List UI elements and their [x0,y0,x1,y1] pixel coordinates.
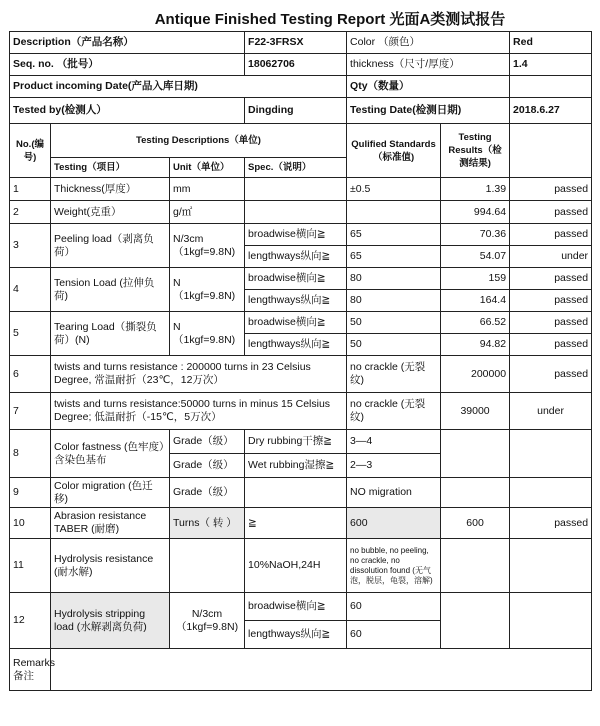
row-no: 8 [10,430,51,478]
row-no: 2 [10,201,51,224]
row-no: 10 [10,508,51,539]
row-name: twists and turns resistance:50000 turns in minus 15 Celsius Degree; 低温耐折（-15℃，5万次） [51,393,347,430]
row-status: passed [510,508,592,539]
header-spec: Spec.（说明） [245,158,347,178]
table-row [10,593,592,621]
row-spec: broadwise横向≧ [245,268,347,290]
row-unit: Grade（级） [170,478,245,508]
table-row [10,393,592,430]
table-row [10,268,592,290]
row-spec [245,178,347,201]
row-standard: 65 [347,224,441,246]
remarks-value [51,649,592,691]
row-unit: N/3cm （1kgf=9.8N) [170,224,245,268]
row-unit: mm [170,178,245,201]
row-status: passed [510,201,592,224]
row-result [441,539,510,593]
row-result: 94.82 [441,334,510,356]
row-standard: 80 [347,268,441,290]
row-status [510,593,592,649]
incoming-label: Product incoming Date(产品入库日期) [10,76,347,98]
row-result: 200000 [441,356,510,393]
row-standard: 60 [347,593,441,621]
row-name: Color migration (色迁移) [51,478,170,508]
row-no: 1 [10,178,51,201]
row-status: passed [510,178,592,201]
row-status [510,539,592,593]
row-status [510,430,592,478]
row-result: 54.07 [441,246,510,268]
row-standard: ±0.5 [347,178,441,201]
info-row-incoming [10,76,592,98]
row-standard: 80 [347,290,441,312]
row-result: 600 [441,508,510,539]
row-name: Tearing Load（撕裂负荷）(N) [51,312,170,356]
row-no: 12 [10,593,51,649]
description-value: F22-3FRSX [245,32,347,54]
row-unit: N/3cm （1kgf=9.8N) [170,593,245,649]
row-name: Thickness(厚度） [51,178,170,201]
row-status: passed [510,224,592,246]
row-spec [245,478,347,508]
row-standard: 50 [347,312,441,334]
row-no: 9 [10,478,51,508]
row-result: 66.52 [441,312,510,334]
row-spec: 10%NaOH,24H [245,539,347,593]
tested-by-label: Tested by(检测人） [10,98,245,124]
row-spec: Dry rubbing干擦≧ [245,430,347,454]
header-testing-descriptions: Testing Descriptions（单位) [51,124,347,158]
row-status: passed [510,312,592,334]
row-name: Hydrolysis stripping load (水解剥离负荷) [51,593,170,649]
table-row [10,508,592,539]
header-unit: Unit（单位） [170,158,245,178]
table-row [10,430,592,454]
row-spec: Wet rubbing湿擦≧ [245,454,347,478]
row-no: 4 [10,268,51,312]
row-result: 70.36 [441,224,510,246]
row-standard: NO migration [347,478,441,508]
row-standard: 65 [347,246,441,268]
row-no: 6 [10,356,51,393]
remarks-label: Remarks 备注 [10,649,51,691]
row-spec: lengthways纵向≧ [245,290,347,312]
row-spec: lengthways纵向≧ [245,621,347,649]
table-row [10,478,592,508]
row-no: 5 [10,312,51,356]
row-spec: broadwise横向≧ [245,312,347,334]
row-unit [170,539,245,593]
row-result: 39000 [441,393,510,430]
table-row [10,201,592,224]
row-result: 164.4 [441,290,510,312]
row-spec: lengthways纵向≧ [245,246,347,268]
row-name: Hydrolysis resistance (耐水解) [51,539,170,593]
row-status: passed [510,334,592,356]
qty-value [510,76,592,98]
row-standard: no bubble, no peeling, no crackle, no dissolution found (无气泡，脱层，龟裂，溶解) [347,539,441,593]
report-title: Antique Finished Testing Report 光面A类测试报告 [154,11,506,28]
header-results: Testing Results（检测结果) [441,124,510,178]
row-spec: ≧ [245,508,347,539]
description-label: Description（产品名称） [10,32,245,54]
row-name: Weight(克重） [51,201,170,224]
row-status: under [510,246,592,268]
row-status: passed [510,290,592,312]
row-no: 3 [10,224,51,268]
row-result [441,430,510,478]
info-row-description [10,32,592,54]
row-name: Abrasion resistance TABER (耐磨) [51,508,170,539]
row-result [441,478,510,508]
row-result: 1.39 [441,178,510,201]
row-standard: 2—3 [347,454,441,478]
header-testing: Testing（项目） [51,158,170,178]
thickness-label: thickness（尺寸/厚度） [347,54,510,76]
table-row [10,312,592,334]
row-no: 11 [10,539,51,593]
row-standard [347,201,441,224]
row-name: Tension Load (拉伸负荷) [51,268,170,312]
row-no: 7 [10,393,51,430]
row-name: twists and turns resistance : 200000 turns in 23 Celsius Degree, 常温耐折（23℃，12万次） [51,356,347,393]
table-row [10,539,592,593]
thickness-value: 1.4 [510,54,592,76]
remarks-row [10,649,592,691]
seq-value: 18062706 [245,54,347,76]
row-standard: no crackle (无裂纹) [347,393,441,430]
testing-date-label: Testing Date(检测日期) [347,98,510,124]
row-name: Color fastness (色牢度）含染色基布 [51,430,170,478]
row-spec: broadwise横向≧ [245,224,347,246]
row-unit: Turns（ 转 ） [170,508,245,539]
testing-date-value: 2018.6.27 [510,98,592,124]
qty-label: Qty（数量） [347,76,510,98]
row-status: passed [510,268,592,290]
header-standards: Qulified Standards（标准值) [347,124,441,178]
row-standard: 600 [347,508,441,539]
info-row-tested-by [10,98,592,124]
seq-label: Seq. no. （批号） [10,54,245,76]
row-standard: 50 [347,334,441,356]
table-row [10,178,592,201]
row-result [441,593,510,649]
table-row [10,224,592,246]
row-status: passed [510,356,592,393]
report-table [9,31,592,691]
row-status [510,478,592,508]
header-row [10,124,592,158]
header-no: No.(编号) [10,124,51,178]
header-status [510,124,592,178]
tested-by-value: Dingding [245,98,347,124]
row-standard: 60 [347,621,441,649]
row-unit: Grade（级） [170,430,245,454]
row-standard: 3—4 [347,430,441,454]
color-value: Red [510,32,592,54]
row-unit: Grade（级） [170,454,245,478]
row-spec [245,201,347,224]
row-spec: broadwise横向≧ [245,593,347,621]
table-row [10,356,592,393]
row-status: under [510,393,592,430]
color-label: Color （颜色） [347,32,510,54]
row-name: Peeling load（剥离负荷） [51,224,170,268]
row-standard: no crackle (无裂纹) [347,356,441,393]
row-result: 159 [441,268,510,290]
row-result: 994.64 [441,201,510,224]
row-unit: g/㎡ [170,201,245,224]
row-spec: lengthways纵向≧ [245,334,347,356]
row-unit: N （1kgf=9.8N) [170,268,245,312]
row-unit: N （1kgf=9.8N) [170,312,245,356]
info-row-seq [10,54,592,76]
